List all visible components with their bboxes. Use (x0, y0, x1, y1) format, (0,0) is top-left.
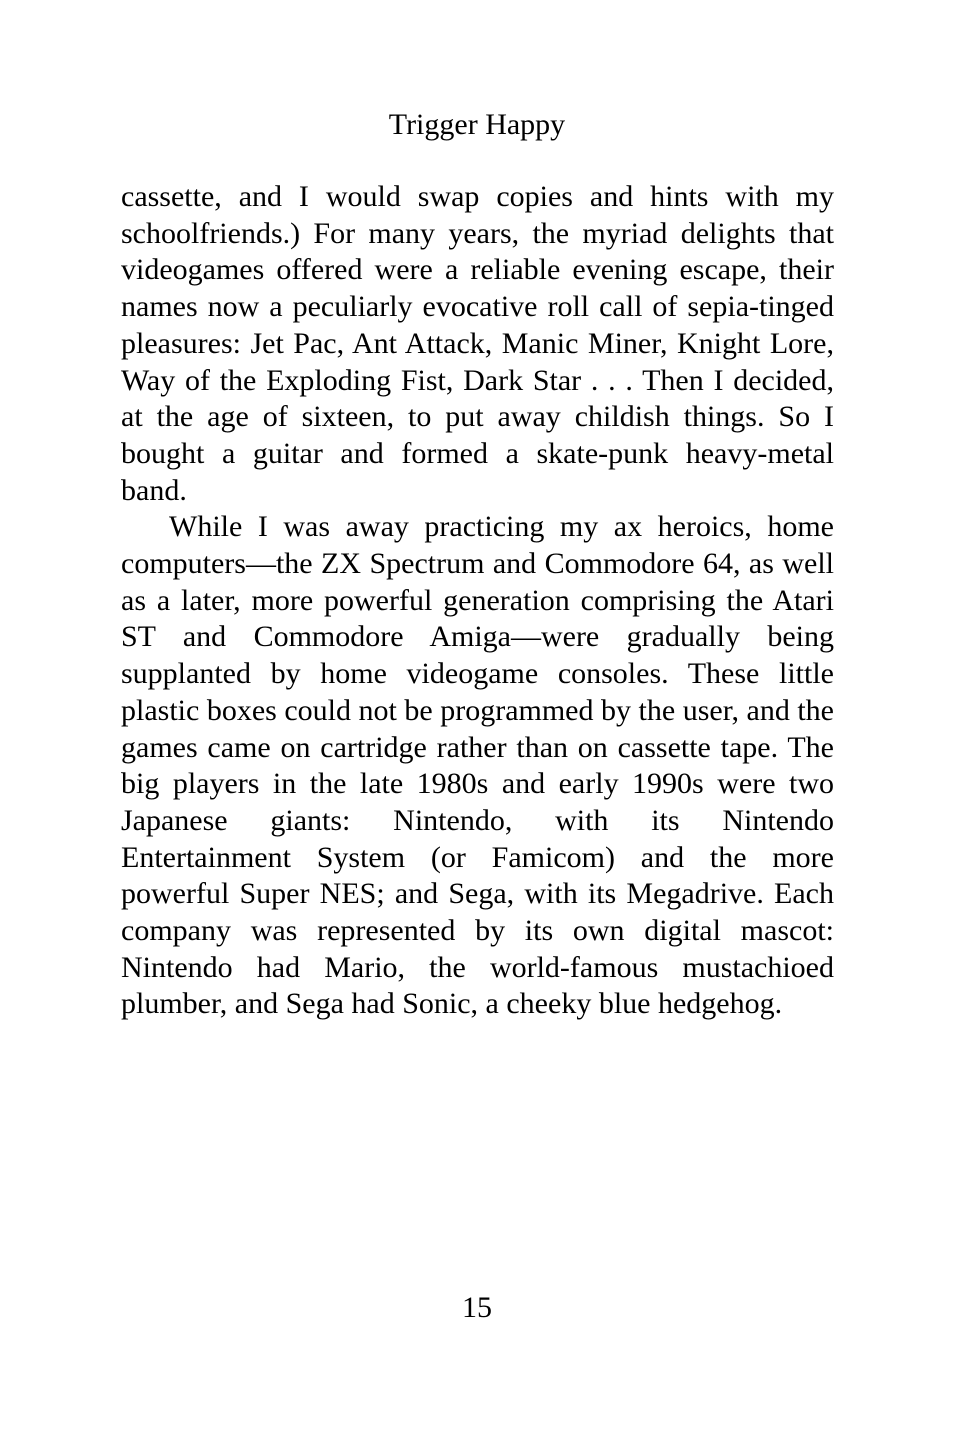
running-head-title: Trigger Happy (388, 108, 566, 141)
body-text (121, 179, 834, 1023)
paragraph-continued: cassette, and I would swap copies and hints with my schoolfriends.) For many years, the myriad delights that videogames offered were a reliable evening escape, their names now a peculiarly evocative roll call of sepia-tinged pleasures: Jet Pac, Ant Attack, Manic Miner, Knight Lore, Way of the Exploding Fist, Dark Star . . . Then I decided, at the age of sixteen, to put away childish things. So I bought a guitar and formed a skate-punk heavy-metal band. (121, 180, 834, 507)
page-number: 15 (462, 1291, 492, 1324)
paragraph: While I was away practicing my ax heroics, home computers—the ZX Spectrum and Commodore 64, as well as a later, more powerful generation comprising the Atari ST and Commodore Amiga—were gradually being supplanted by home videogame consoles. These little plastic boxes could not be programmed by the user, and the games came on cartridge rather than on cassette tape. The big players in the late 1980s and early 1990s were two Japanese giants: Nintendo, with its Nintendo Entertainment System (or Famicom) and the more powerful Super NES; and Sega, with its Megadrive. Each company was represented by its own digital mascot: Nintendo had Mario, the world-famous mustachioed plumber, and Sega had Sonic, a cheeky blue hedgehog. (121, 510, 834, 1021)
